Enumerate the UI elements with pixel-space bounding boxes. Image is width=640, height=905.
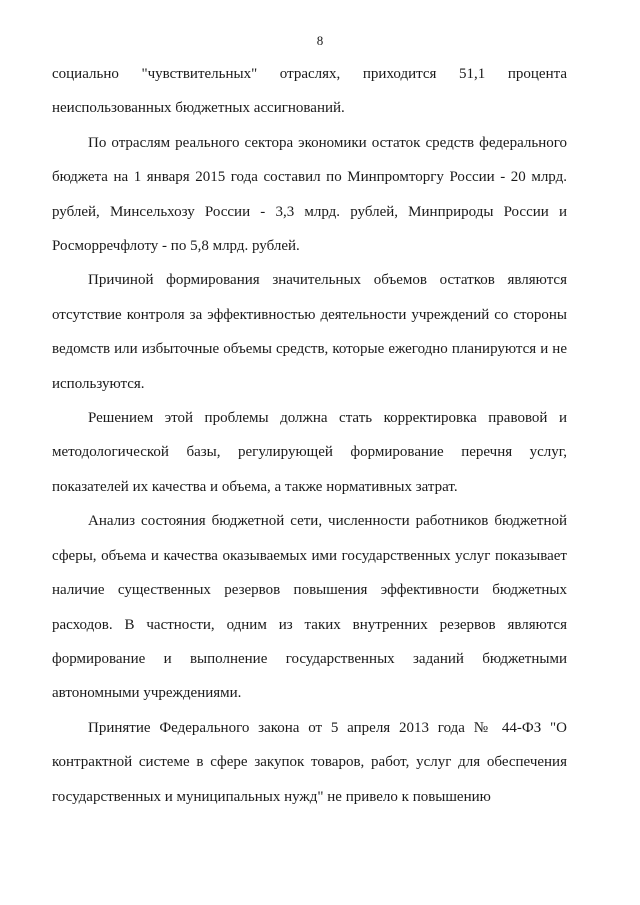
paragraph-2: По отраслям реального сектора экономики остаток средств федерального бюджета на 1 января 2015 года составил по Минпромторгу России - 20 млрд. рублей, Минсельхозу России - 3,3 млрд. рублей, Минприроды России и Росморречфлоту - по 5,8 млрд. рублей. <box>52 134 567 255</box>
paragraph-4: Решением этой проблемы должна стать корректировка правовой и методологической базы, регулирующей формирование перечня услуг, показателей их качества и объема, а также нормативных затрат. <box>52 410 567 495</box>
paragraph-6: Принятие Федерального закона от 5 апреля 2013 года № 44-ФЗ "О контрактной системе в сфере закупок товаров, работ, услуг для обеспечения государственных и муниципальных нужд" не привело к повышению <box>52 719 567 805</box>
paragraph-1: социально "чувствительных" отраслях, приходится 51,1 процента неиспользованных бюджетных ассигнований. <box>52 66 567 117</box>
document-body <box>52 57 567 814</box>
paragraph-5: Анализ состояния бюджетной сети, численности работников бюджетной сферы, объема и качества оказываемых ими государственных услуг показывает наличие существенных резервов повышения эффективности бюджетных расходов. В частности, одним из таких внутренних резервов являются формирование и выполнение государственных заданий бюджетными автономными учреждениями. <box>52 513 567 702</box>
page-number: 8 <box>316 33 324 48</box>
paragraph-3: Причиной формирования значительных объемов остатков являются отсутствие контроля за эффективностью деятельности учреждений со стороны ведомств или избыточные объемы средств, которые ежегодно планируются и не используются. <box>52 272 567 392</box>
